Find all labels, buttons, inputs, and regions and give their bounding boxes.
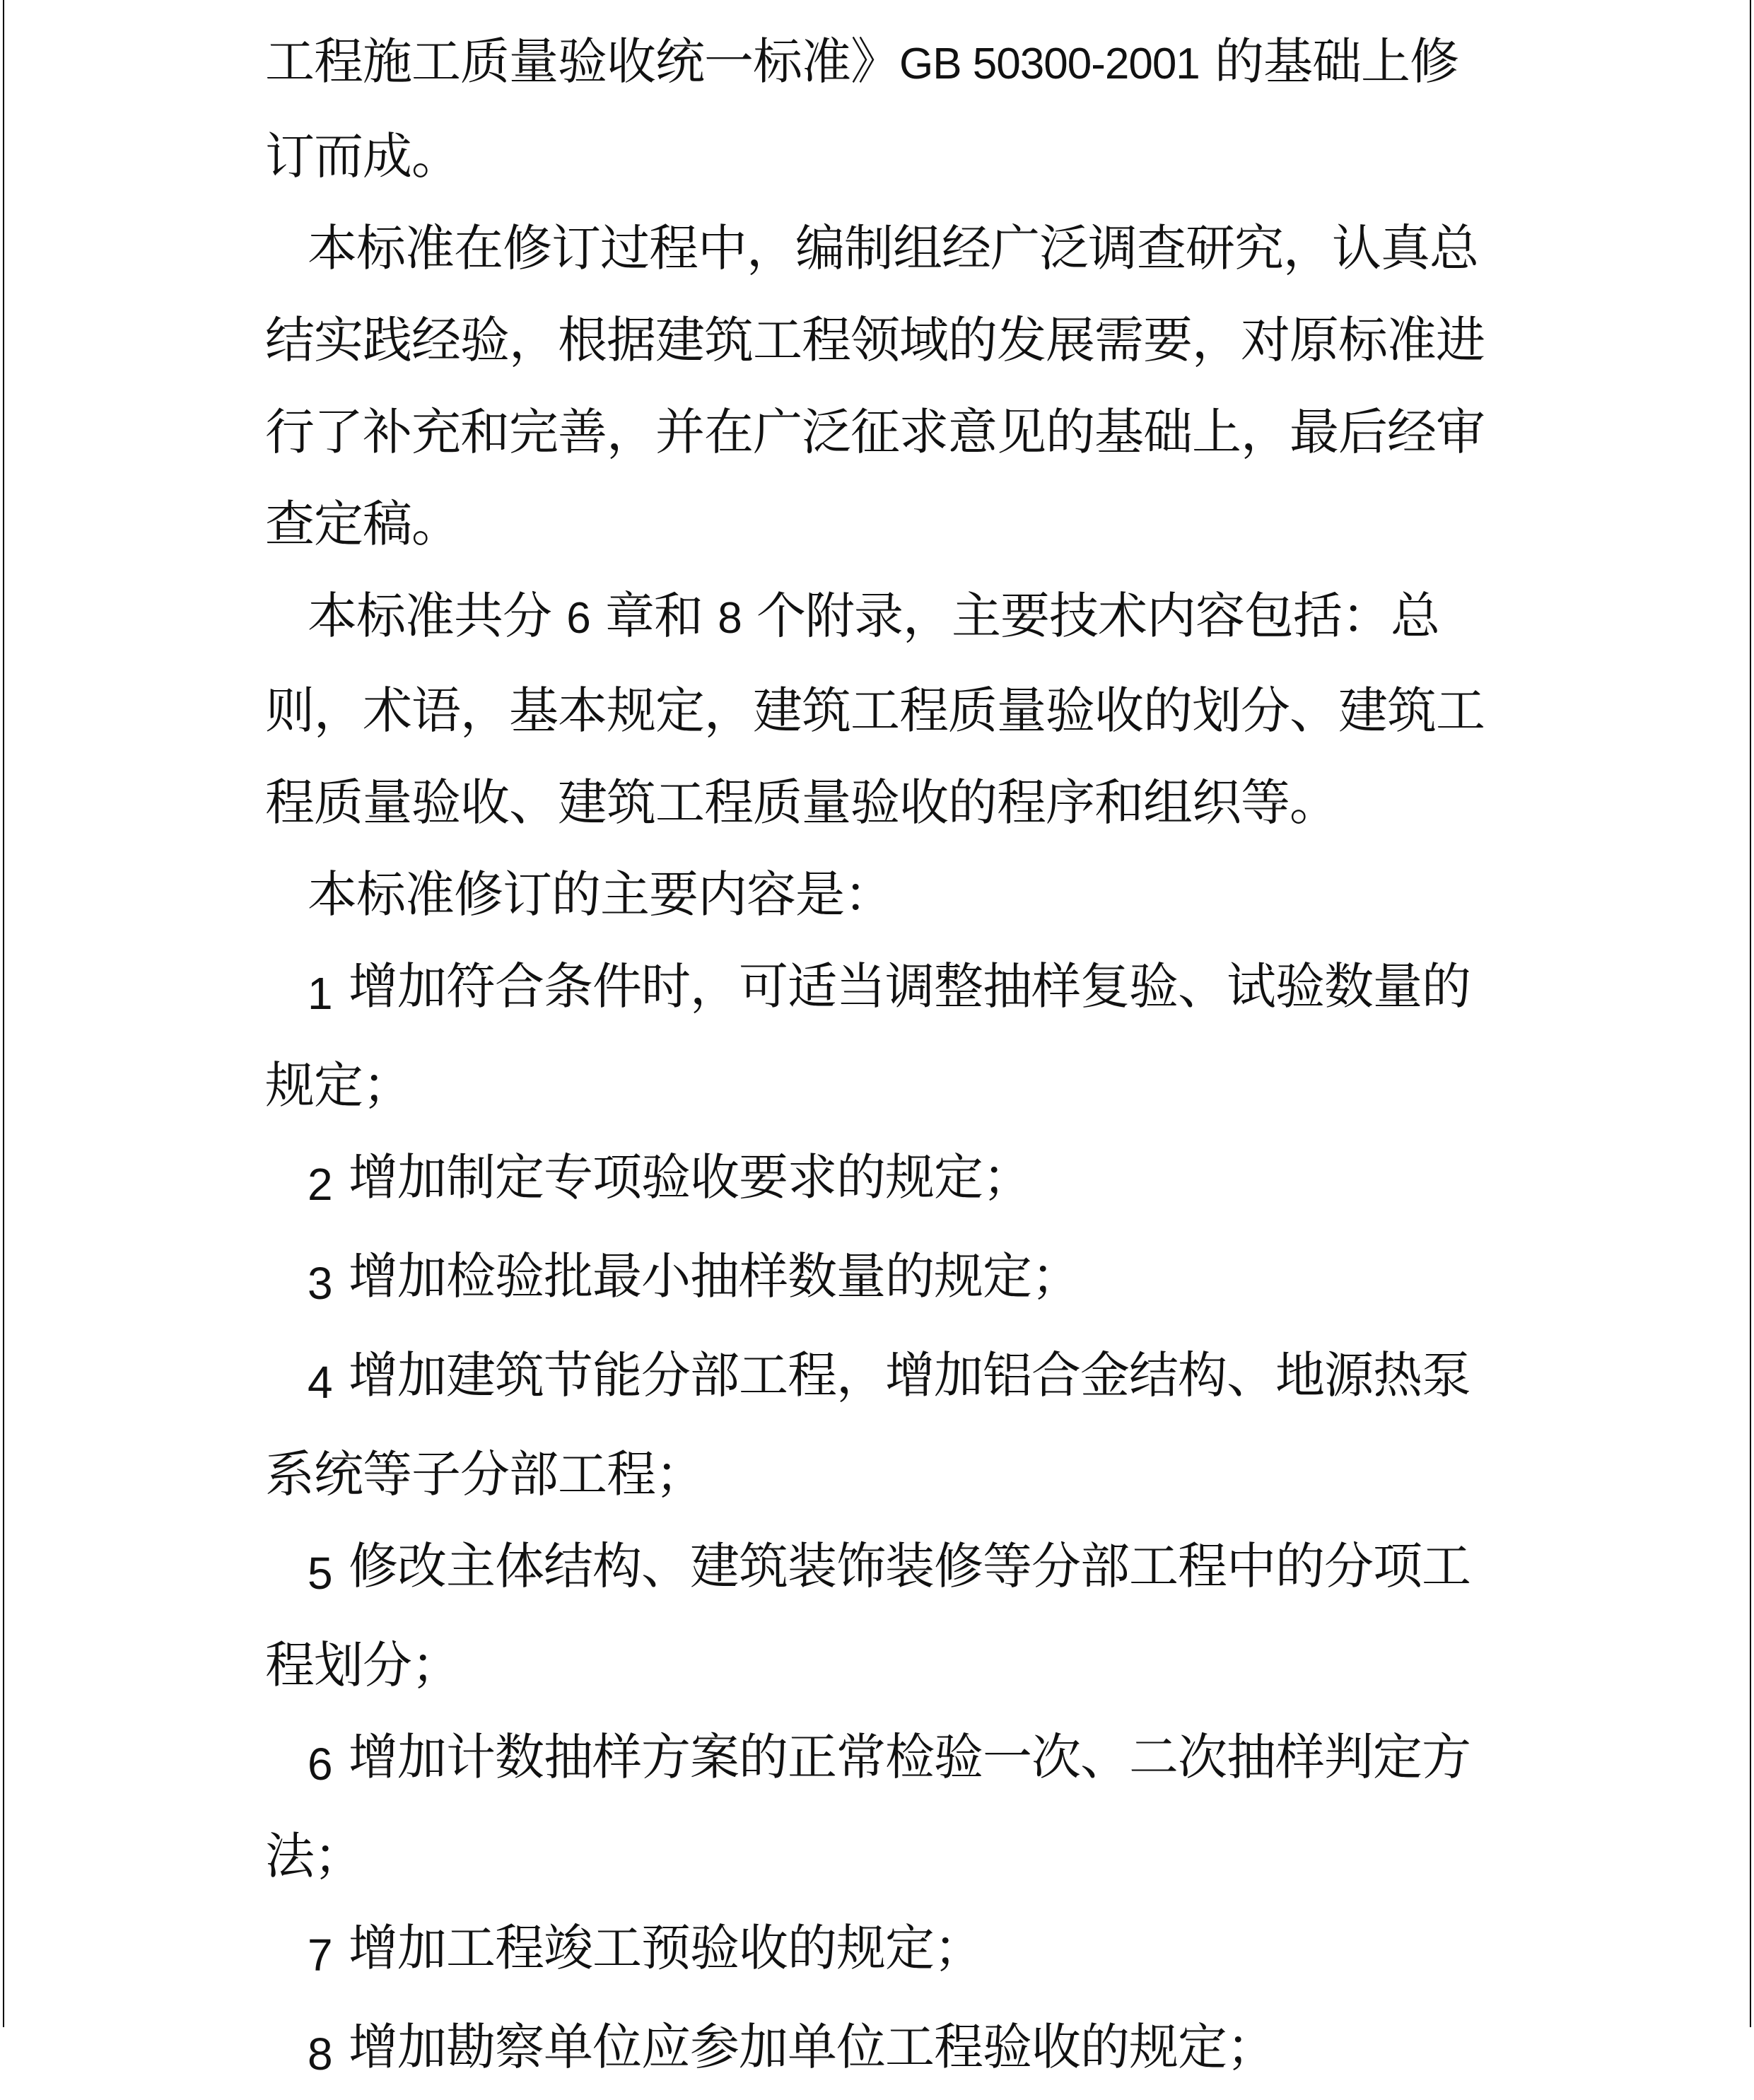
list-item-number: 4 [308, 1357, 332, 1408]
document-body [265, 16, 1488, 2100]
intro-text-a: 工程施工质量验收统一标准》 [265, 33, 899, 91]
list-item [265, 1230, 1488, 1329]
list-item-number: 1 [308, 968, 332, 1019]
standard-code: GB 50300-2001 [899, 40, 1200, 88]
intro-paragraph [265, 16, 1488, 202]
list-item-text: 增加计数抽样方案的正常检验一次、二次抽样判定方法； [265, 1728, 1471, 1885]
chapter-count: 6 [566, 594, 590, 643]
list-item-text: 修改主体结构、建筑装饰装修等分部工程中的分项工程划分； [265, 1537, 1471, 1694]
list-item [265, 2001, 1488, 2100]
main-changes-heading: 本标准修订的主要内容是： [308, 865, 893, 923]
structure-text-c: 个附录，主要技术内容包括：总则，术语，基本规定，建筑工程质量验收的划分、建筑工程质量验收、建筑工程质量验收的程序和组织等。 [265, 587, 1485, 832]
structure-text-a: 本标准共分 [308, 587, 567, 645]
list-item-number: 3 [308, 1258, 332, 1309]
list-item-text: 增加制定专项验收要求的规定； [349, 1148, 1031, 1206]
list-item [265, 1131, 1488, 1230]
structure-paragraph [265, 570, 1488, 848]
appendix-count: 8 [718, 594, 742, 643]
list-item-text: 增加勘察单位应参加单位工程验收的规定； [349, 2018, 1275, 2076]
list-item-text: 增加建筑节能分部工程，增加铝合金结构、地源热泵系统等子分部工程； [265, 1346, 1471, 1503]
list-item [265, 940, 1488, 1131]
list-item-text: 增加检验批最小抽样数量的规定； [349, 1247, 1080, 1305]
list-item [265, 1711, 1488, 1902]
list-item-text: 增加符合条件时，可适当调整抽样复验、试验数量的规定； [265, 957, 1471, 1114]
page-right-border [1750, 0, 1751, 2027]
list-item-text: 增加工程竣工预验收的规定； [349, 1919, 983, 1977]
list-item [265, 1902, 1488, 2001]
page-left-border [3, 0, 4, 2027]
structure-text-b: 章和 [590, 587, 718, 645]
list-item [265, 1520, 1488, 1711]
list-item-number: 7 [308, 1930, 332, 1981]
revision-process-paragraph: 本标准在修订过程中，编制组经广泛调查研究，认真总结实践经验，根据建筑工程领域的发展需要，对原标准进行了补充和完善，并在广泛征求意见的基础上，最后经审查定稿。 [265, 219, 1485, 553]
list-item-number: 2 [308, 1159, 332, 1210]
list-item-number: 8 [308, 2029, 332, 2079]
list-item-number: 5 [308, 1548, 332, 1599]
intro-text-b: 的基础上修订而成。 [265, 33, 1459, 185]
list-item-number: 6 [308, 1739, 332, 1790]
list-item [265, 1329, 1488, 1520]
